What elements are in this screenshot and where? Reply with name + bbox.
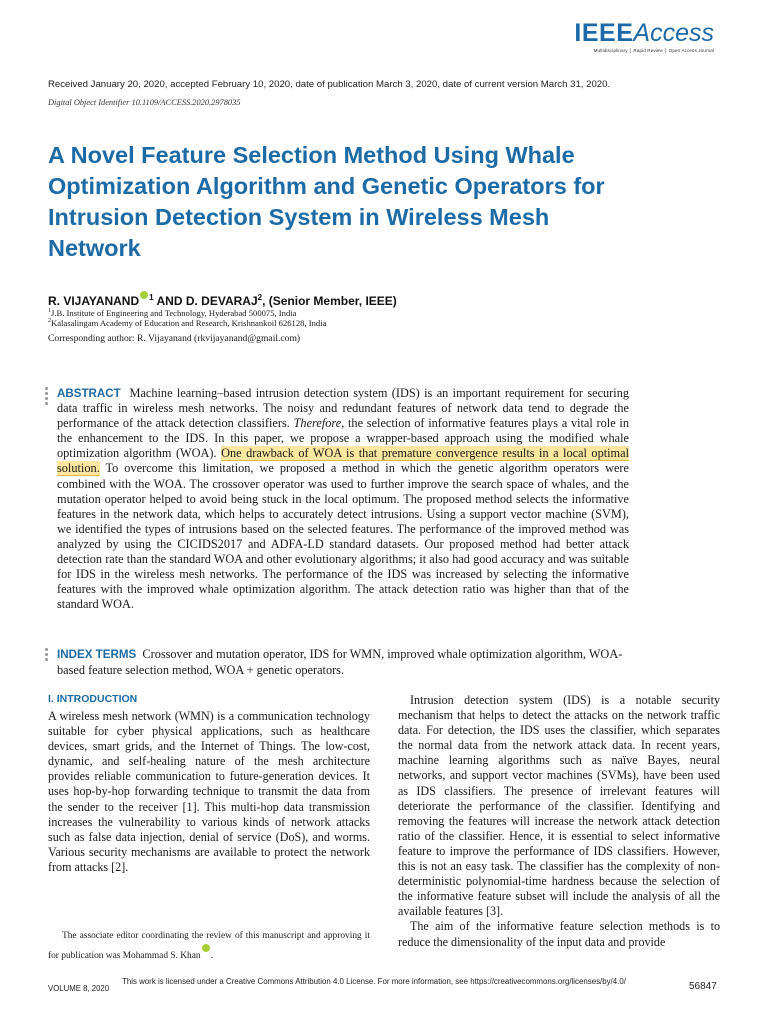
author-1: R. VIJAYANAND: [48, 294, 140, 308]
intro-paragraph-3: The aim of the informative feature selection methods is to reduce the dimensionality of the input data and provide: [398, 919, 720, 949]
abstract-marker: [45, 387, 48, 407]
corresponding-author: Corresponding author: R. Vijayanand (rkvijayanand@gmail.com): [48, 333, 301, 344]
index-terms-text: Crossover and mutation operator, IDS for WMN, improved whale optimization algorithm, WOA-based feature selection method, WOA + genetic operators.: [57, 647, 623, 677]
page-number: 56847: [689, 981, 717, 992]
abstract-label: ABSTRACT: [57, 387, 121, 400]
index-terms-label: INDEX TERMS: [57, 648, 137, 661]
volume-label: VOLUME 8, 2020: [48, 984, 110, 993]
editor-orcid-icon[interactable]: [202, 944, 210, 952]
author-2: AND D. DEVARAJ: [156, 294, 258, 308]
logo-brand-bold: IEEE: [574, 19, 634, 47]
body-column-right: [398, 693, 720, 950]
index-terms-marker: [45, 648, 48, 663]
author-1-affiliation-mark: 1: [149, 293, 154, 302]
abstract-highlight[interactable]: One drawback of WOA is that premature convergence results in a local optimal solution.: [57, 446, 629, 476]
orcid-icon[interactable]: [140, 291, 148, 299]
abstract-text-2: , the selection of informative features plays a vital role in the enhancement to the IDS. In this paper, we propose a wrapper-based approach using the modified whale optimization algorithm (WOA).: [57, 416, 629, 461]
affiliation-1: [48, 308, 296, 318]
affiliation-2: [48, 318, 326, 328]
affiliation-2-mark: 2: [48, 318, 51, 325]
license-notice[interactable]: This work is licensed under a Creative Commons Attribution 4.0 License. For more information, see https://creativecommons.org/licenses/by/4.0/: [122, 977, 626, 986]
section-heading-introduction: I. INTRODUCTION: [48, 693, 138, 705]
abstract-italic: Therefore: [293, 416, 342, 431]
author-2-membership: , (Senior Member, IEEE): [262, 294, 397, 308]
author-line: [48, 291, 397, 308]
doi-line: Digital Object Identifier 10.1109/ACCESS.2020.2978035: [48, 98, 241, 107]
body-column-left: [48, 709, 370, 875]
logo-brand-italic: Access: [633, 19, 714, 47]
author-2-affiliation-mark: 2: [257, 293, 263, 302]
paper-title: A Novel Feature Selection Method Using Whale Optimization Algorithm and Genetic Operators for Intrusion Detection System in Wireless Mesh Network: [48, 142, 605, 261]
editor-footnote: The associate editor coordinating the review of this manuscript and approving it for publication was Mohammad S. Khan .: [48, 931, 370, 962]
affiliation-2-text: Kalasalingam Academy of Education and Research, Krishnankoil 626128, India: [51, 318, 327, 328]
logo-tagline: Multidisciplinary │ Rapid Review │ Open Access Journal: [593, 48, 714, 53]
ieee-access-logo: [574, 20, 714, 53]
intro-paragraph-2: Intrusion detection system (IDS) is a notable security mechanism that helps to detect the attacks on the network traffic data. For detection, the IDS uses the classifier, which separates the normal data from the network attack data. In recent years, machine learning algorithms such as naïve Bayes, neural networks, and support vector machines (SVMs), have been used as IDS classifiers. The presence of irrelevant features will deteriorate the performance of the classifier. Identifying and removing the features will increase the network attack detection ratio of the classifier. Hence, it is essential to select informative feature to improve the performance of IDS classifiers. However, this is not an easy task. The classifier has the complexity of non-deterministic polynomial-time hardness because the selection of the informative feature subset will include the analysis of all the available features [3].: [398, 693, 720, 919]
affiliation-1-text: J.B. Institute of Engineering and Technology, Hyderabad 500075, India: [51, 308, 297, 318]
publication-dates: Received January 20, 2020, accepted February 10, 2020, date of publication March 3, 2020, date of current version March 31, 2020.: [48, 79, 611, 90]
abstract: [57, 386, 629, 612]
footnote-text: The associate editor coordinating the review of this manuscript and approving it for publication was Mohammad S. Khan: [48, 931, 370, 962]
index-terms: [57, 647, 629, 678]
abstract-text-3: To overcome this limitation, we proposed a method in which the genetic algorithm operators were combined with the WOA. The crossover operator was used to further improve the search space of whales, and the mutation operator helped to avoid being stuck in the local optimum. The proposed method selects the informative features in the network data, which helps to accurately detect intrusions. Using a support vector machine (SVM), we identified the types of intrusions based on the selected features. The performance of the improved method was analyzed by using the CICIDS2017 and ADFA-LD standard datasets. Our proposed method had better attack detection rate than the standard WOA and other evolutionary algorithms; it also had good accuracy and was suitable for IDS in the wireless mesh networks. The performance of the IDS was increased by selecting the informative features with the improved whale optimization algorithm. The attack detection ratio was higher than that of the standard WOA.: [57, 461, 629, 612]
affiliation-1-mark: 1: [48, 308, 51, 315]
intro-paragraph-1: A wireless mesh network (WMN) is a communication technology suitable for cyber physical applications, such as healthcare devices, smart grids, and the Internet of Things. The low-cost, dynamic, and self-healing nature of the mesh architecture provides reliable communication to future-generation devices. It uses hop-by-hop forwarding technique to transmit the data from the sender to the receiver [1]. This multi-hop data transmission increases the vulnerability to various kinds of network attacks such as false data injection, denial of service (DoS), and worms. Various security mechanisms are available to protect the network from attacks [2].: [48, 709, 370, 874]
abstract-text-1: Machine learning–based intrusion detection system (IDS) is an important requirement for securing data traffic in wireless mesh networks. The noisy and redundant features of network data tend to degrade the performance of the attack detection classifiers.: [57, 386, 629, 431]
